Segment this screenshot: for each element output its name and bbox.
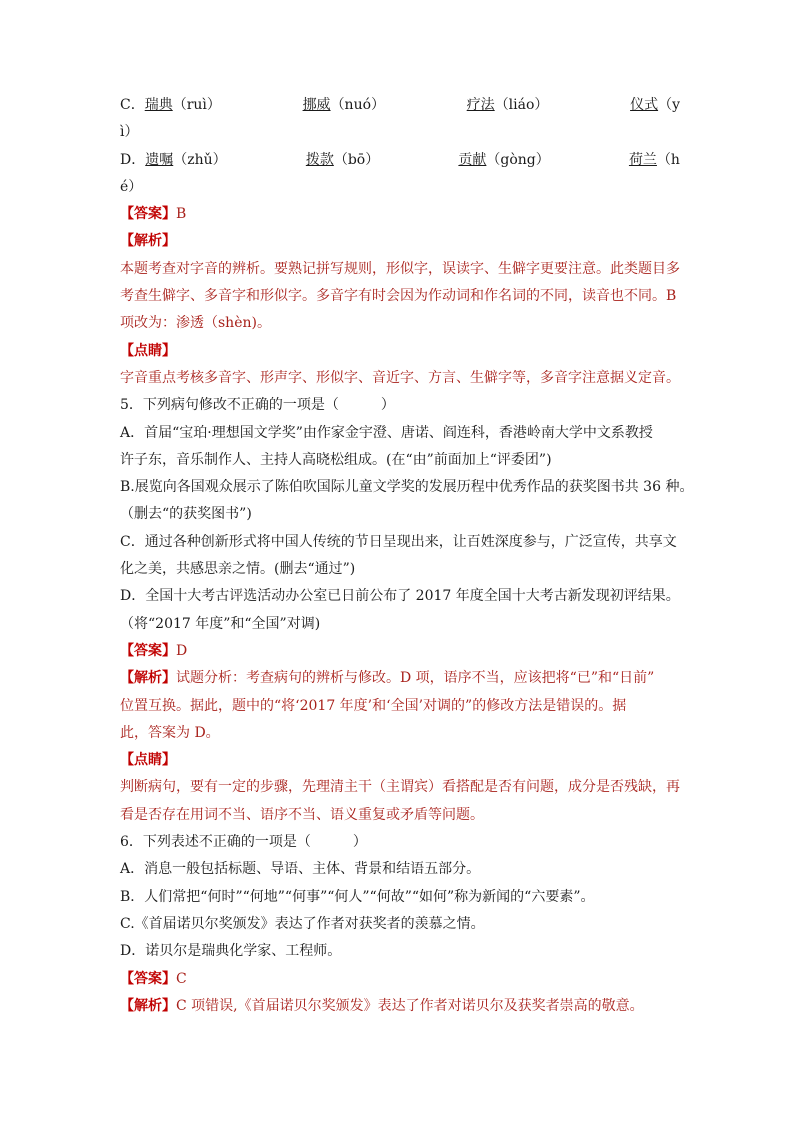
q5-dianjing-line-2: 看是否存在用词不当、语序不当、语义重复或矛盾等问题。 xyxy=(120,806,484,823)
option-d-item-2: 拨款（bō） xyxy=(305,151,380,168)
q5-dianjing-line-1: 判断病句，要有一定的步骤，先理清主干（主谓宾）看搭配是否有问题，成分是否残缺，再 xyxy=(120,779,680,796)
option-c-item-2: 挪威（nuó） xyxy=(302,97,386,113)
q5-analysis-line-1: 【解析】试题分析：考查病句的辨析与修改。D 项，语序不当，应该把将“已”和“日前” xyxy=(120,670,655,687)
q5-dianjing-tag: 【点睛】 xyxy=(120,752,176,769)
q4-dianjing-text: 字音重点考核多音字、形声字、形似字、音近字、方言、生僻字等，多音字注意据义定音。 xyxy=(120,369,680,386)
option-d-item-3: 贡献（gòng） xyxy=(458,151,550,168)
answer-value: D xyxy=(176,642,188,659)
q6-option-d: D．诺贝尔是瑞典化学家、工程师。 xyxy=(120,943,342,960)
q6-stem: 6．下列表述不正确的一项是（ ） xyxy=(120,834,367,851)
answer-tag: 【答案】 xyxy=(120,970,176,987)
option-d-item-4: 荷兰（h xyxy=(628,151,680,168)
q5-option-line-2: 许子东，音乐制作人、主持人高晓松组成。(在“由”前面加上“评委团”) xyxy=(120,451,552,468)
document-body xyxy=(120,92,694,1020)
answer-value: B xyxy=(176,206,187,223)
q5-option-line-8: （将“2017 年度”和“全国”对调) xyxy=(120,615,321,632)
option-c-row xyxy=(120,92,680,119)
option-c-item-3: 疗法（liáo） xyxy=(466,97,549,113)
q6-answer xyxy=(120,966,680,993)
option-d-row xyxy=(120,147,680,174)
q5-analysis-line-2: 位置互换。据此，题中的“将‘2017 年度’和‘全国’对调的”的修改方法是错误的。据 xyxy=(120,697,627,714)
q4-analysis-line-2: 考查生僻字、多音字和形似字。多音字有时会因为作动词和作名词的不同，读音也不同。B xyxy=(120,288,677,305)
q4-analysis-line-3: 项改为：渗透（shèn)。 xyxy=(120,315,271,332)
option-c-item-4: 仪式（y xyxy=(630,97,680,113)
q6-option-b: B．人们常把“何时”“何地”“何事”“何人”“何故”“如何”称为新闻的“六要素”。 xyxy=(120,888,595,905)
q5-option-line-5: C．通过各种创新形式将中国人传统的节日呈现出来，让百姓深度参与，广泛宣传，共享文 xyxy=(120,533,677,550)
q5-option-line-1: A．首届“宝珀·理想国文学奖”由作家金宇澄、唐诺、阎连科，香港岭南大学中文系教授 xyxy=(120,424,653,441)
q5-option-line-6: 化之美，共感思亲之情。(删去“通过”) xyxy=(120,561,356,578)
answer-tag: 【答案】 xyxy=(120,206,176,223)
q6-option-a: A．消息一般包括标题、导语、主体、背景和结语五部分。 xyxy=(120,861,481,878)
q5-answer xyxy=(120,638,680,665)
option-d-wrap: é） xyxy=(120,178,143,195)
q5-option-line-4: （删去“的获奖图书”) xyxy=(120,506,252,523)
analysis-tag: 【解析】 xyxy=(120,670,176,687)
q6-analysis: 【解析】C 项错误,《首届诺贝尔奖颁发》表达了作者对诺贝尔及获奖者崇高的敬意。 xyxy=(120,997,644,1014)
q4-analysis-tag: 【解析】 xyxy=(120,233,176,250)
q5-analysis-line-3: 此，答案为 D。 xyxy=(120,724,220,741)
option-c-wrap: ì） xyxy=(120,124,139,141)
answer-tag: 【答案】 xyxy=(120,642,176,659)
q4-answer xyxy=(120,201,680,228)
analysis-tag: 【解析】 xyxy=(120,997,176,1014)
answer-value: C xyxy=(176,970,187,987)
option-c-item-1: C．瑞典（ruì） xyxy=(120,97,221,113)
q5-option-line-3: B.展览向各国观众展示了陈伯吹国际儿童文学奖的发展历程中优秀作品的获奖图书共 36 种。 xyxy=(120,479,694,496)
q5-stem: 5．下列病句修改不正确的一项是（ ） xyxy=(120,397,395,414)
option-d-item-1: D．遗嘱（zhǔ） xyxy=(120,151,227,168)
q6-option-c: C.《首届诺贝尔奖颁发》表达了作者对获奖者的羡慕之情。 xyxy=(120,915,485,932)
q4-analysis-line-1: 本题考查对字音的辨析。要熟记拼写规则，形似字，误读字、生僻字更要注意。此类题目多 xyxy=(120,260,680,277)
q5-option-line-7: D．全国十大考古评选活动办公室已日前公布了 2017 年度全国十大考古新发现初评结果。 xyxy=(120,588,680,605)
q4-dianjing-tag: 【点睛】 xyxy=(120,342,176,359)
